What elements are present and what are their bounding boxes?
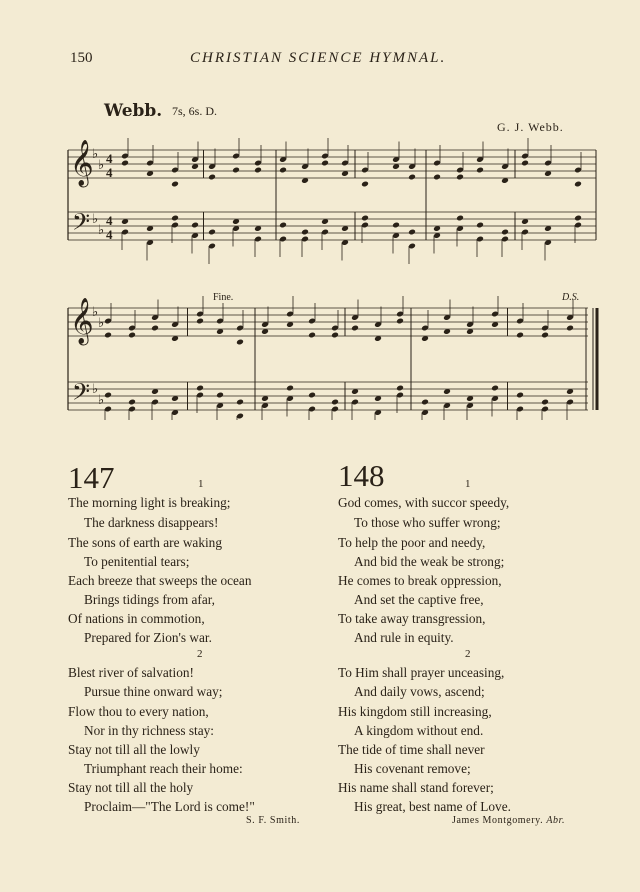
verse-line: Proclaim—"The Lord is come!" (84, 799, 255, 814)
verse-line: To take away transgression, (338, 611, 486, 626)
note-head (128, 399, 136, 406)
page-number: 150 (70, 50, 93, 66)
tune-meter: 7s, 6s. D. (172, 104, 218, 118)
note-head (421, 399, 429, 406)
author-name: James Montgomery. (452, 815, 544, 826)
flat-sign: ♭ (98, 392, 105, 407)
note-head (308, 392, 316, 399)
note-head (574, 181, 582, 188)
flat-sign: ♭ (98, 315, 105, 330)
note-head (171, 215, 179, 222)
note-head (516, 392, 524, 399)
note-head (196, 385, 204, 392)
verse-line: Brings tidings from afar, (84, 592, 215, 607)
hymn-attribution: S. F. Smith. (246, 815, 300, 826)
note-head (516, 332, 524, 339)
note-head (408, 229, 416, 236)
verse-line: Each breeze that sweeps the ocean (68, 573, 252, 588)
note-head (396, 318, 404, 325)
note-head (236, 339, 244, 346)
abridged-note: Abr. (546, 815, 566, 826)
note-head (392, 222, 400, 229)
stanza-number: 1 (465, 478, 471, 490)
verse-line: The morning light is breaking; (68, 495, 231, 510)
time-signature: 4 (106, 213, 113, 228)
stanza-number: 2 (197, 648, 203, 660)
flat-sign: ♭ (98, 157, 105, 172)
verse-line: God comes, with succor speedy, (338, 495, 510, 510)
hymn-number: 148 (338, 458, 385, 493)
note-head (396, 385, 404, 392)
note-head (361, 215, 369, 222)
flat-sign: ♭ (92, 146, 99, 161)
note-head (361, 181, 369, 188)
note-head (121, 160, 129, 167)
note-head (433, 174, 441, 181)
time-signature: 4 (106, 151, 113, 166)
flat-sign: ♭ (92, 211, 99, 226)
fine-marking: Fine. (213, 292, 234, 303)
note-head (566, 325, 574, 332)
verse-line: Stay not till all the lowly (68, 742, 200, 757)
note-head (236, 399, 244, 406)
verse-line: Stay not till all the holy (68, 780, 194, 795)
note-head (279, 222, 287, 229)
ds-marking: D.S. (562, 292, 580, 303)
note-head (191, 222, 199, 229)
verse-line: And rule in equity. (354, 630, 454, 645)
verse-line: The darkness disappears! (84, 515, 219, 530)
stanza-number: 2 (465, 648, 471, 660)
verse-line: Triumphant reach their home: (84, 761, 243, 776)
treble-clef: 𝄞 (70, 298, 94, 343)
note-head (208, 174, 216, 181)
verse-line: Pursue thine onward way; (84, 684, 223, 699)
note-head (279, 167, 287, 174)
note-head (331, 399, 339, 406)
note-head (286, 385, 294, 392)
verse-line: Prepared for Zion's war. (84, 630, 212, 645)
verse-line: Of nations in commotion, (68, 611, 205, 626)
note-head (104, 332, 112, 339)
bass-clef: 𝄢 (72, 210, 91, 241)
note-head (351, 325, 359, 332)
verse-line: And daily vows, ascend; (354, 684, 485, 699)
note-head (521, 160, 529, 167)
verse-line: And set the captive free, (354, 592, 484, 607)
hymn-number: 147 (68, 460, 115, 495)
note-head (408, 174, 416, 181)
verse-line: A kingdom without end. (354, 723, 484, 738)
flat-sign: ♭ (98, 222, 105, 237)
verse-line: His kingdom still increasing, (338, 704, 492, 719)
note-head (171, 181, 179, 188)
verse-line: His great, best name of Love. (354, 799, 511, 814)
verse-line: Nor in thy richness stay: (84, 723, 214, 738)
note-head (151, 325, 159, 332)
verse-line: And bid the weak be strong; (354, 554, 505, 569)
verse-line: He comes to break oppression, (338, 573, 502, 588)
note-head (456, 215, 464, 222)
tune-composer: G. J. Webb. (497, 120, 564, 134)
running-head: CHRISTIAN SCIENCE HYMNAL. (190, 50, 447, 66)
flat-sign: ♭ (92, 381, 99, 396)
verse-line: To those who suffer wrong; (354, 515, 501, 530)
music-score (0, 0, 640, 420)
time-signature: 4 (106, 165, 113, 180)
verse-line: To Him shall prayer unceasing, (338, 665, 505, 680)
note-head (308, 332, 316, 339)
note-head (331, 332, 339, 339)
note-head (254, 167, 262, 174)
verse-line: To help the poor and needy, (338, 535, 486, 550)
note-head (196, 318, 204, 325)
verse-line: His covenant remove; (354, 761, 471, 776)
note-head (491, 385, 499, 392)
note-head (574, 215, 582, 222)
note-head (128, 332, 136, 339)
note-head (216, 392, 224, 399)
verse-line: His name shall stand forever; (338, 780, 494, 795)
note-head (321, 160, 329, 167)
note-head (541, 332, 549, 339)
verse-line: The tide of time shall never (338, 742, 485, 757)
verse-line: Blest river of salvation! (68, 665, 194, 680)
tune-name: Webb. (104, 101, 163, 121)
note-head (456, 174, 464, 181)
flat-sign: ♭ (92, 304, 99, 319)
note-head (104, 392, 112, 399)
stanza-number: 1 (198, 478, 204, 490)
bass-clef: 𝄢 (72, 380, 91, 411)
verse-line: The sons of earth are waking (68, 535, 222, 550)
time-signature: 4 (106, 227, 113, 242)
note-head (301, 229, 309, 236)
verse-line: To penitential tears; (84, 554, 190, 569)
treble-clef: 𝄞 (70, 140, 94, 185)
note-head (208, 229, 216, 236)
note-head (232, 167, 240, 174)
note-head (541, 399, 549, 406)
note-head (501, 229, 509, 236)
note-head (476, 167, 484, 174)
verse-line: Flow thou to every nation, (68, 704, 209, 719)
hymn-attribution (452, 815, 565, 826)
note-head (476, 222, 484, 229)
